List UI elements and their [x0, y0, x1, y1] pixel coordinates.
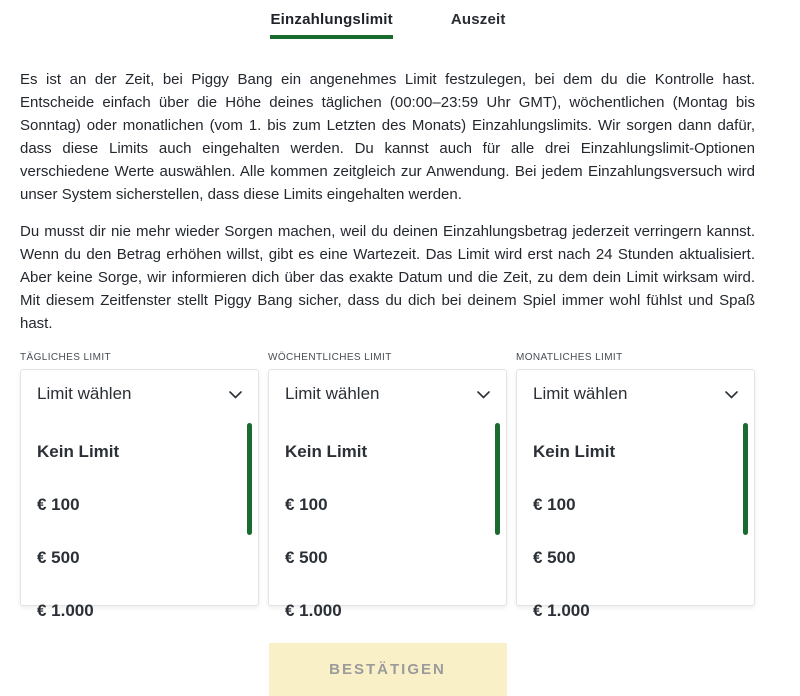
daily-limit-dropdown	[20, 369, 259, 620]
limit-option[interactable]: € 1.000	[533, 600, 590, 620]
intro-paragraph: Es ist an der Zeit, bei Piggy Bang ein angenehmes Limit festzulegen, bei dem du die Kontrolle hast. Entscheide einfach über die Höhe deines täglichen (00:00–23:59 Uhr GMT), wöchentlichen (Montag bis Sonntag) oder monatlichen (vom 1. bis zum Letzten des Monats) Einzahlungslimits. Wir sorgen dann dafür, dass diese Limits auch eingehalten werden. Du kannst auch für alle drei Einzahlungslimit-Optionen verschiedene Werte auswählen. Alle kommen zeitgleich zur Anwendung. Bei jedem Einzahlungsversuch wird unser System sicherstellen, dass diese Limits eingehalten werden.	[20, 71, 755, 203]
monthly-limit-dropdown	[516, 369, 755, 620]
limit-option[interactable]: € 1.000	[37, 600, 94, 620]
daily-limit-column	[20, 352, 259, 620]
monthly-limit-column	[516, 352, 755, 620]
limit-option[interactable]: Kein Limit	[533, 441, 616, 461]
chevron-down-icon	[725, 391, 738, 399]
limit-option[interactable]: € 500	[285, 547, 328, 567]
limit-option[interactable]: € 500	[533, 547, 576, 567]
tab-einzahlungslimit[interactable]: Einzahlungslimit	[270, 11, 392, 39]
content-area	[20, 68, 755, 696]
button-row	[20, 643, 755, 696]
limit-option[interactable]: Kein Limit	[285, 441, 368, 461]
limit-option[interactable]: € 1.000	[285, 600, 342, 620]
limit-option[interactable]: € 100	[37, 494, 80, 514]
daily-limit-label: TÄGLICHES LIMIT	[20, 352, 112, 363]
weekly-limit-label: WÖCHENTLICHES LIMIT	[268, 352, 392, 363]
tab-bar	[0, 0, 776, 39]
daily-limit-select[interactable]	[21, 370, 258, 417]
limit-option[interactable]: € 500	[37, 547, 80, 567]
monthly-limit-options	[517, 417, 754, 637]
limit-option[interactable]: Kein Limit	[37, 441, 120, 461]
weekly-limit-column	[268, 352, 507, 620]
weekly-limit-dropdown	[268, 369, 507, 620]
tab-auszeit[interactable]: Auszeit	[450, 11, 506, 28]
weekly-limit-select-value: Limit wählen	[285, 383, 380, 403]
monthly-limit-select-value: Limit wählen	[533, 383, 628, 403]
scrollbar[interactable]	[495, 423, 500, 535]
info-paragraph: Du musst dir nie mehr wieder Sorgen machen, weil du deinen Einzahlungsbetrag jederzeit verringern kannst. Wenn du den Betrag erhöhen willst, gibt es eine Wartezeit. Das Limit wird erst nach 24 Stunden aktualisiert. Aber keine Sorge, wir informieren dich über das exakte Datum und die Zeit, zu dem dein Limit wirksam wird. Mit diesem Zeitfenster stellt Piggy Bang sicher, dass du dich bei deinem Spiel immer wohl fühlst und Spaß hast.	[20, 223, 755, 332]
confirm-button[interactable]: BESTÄTIGEN	[269, 643, 507, 696]
monthly-limit-label: MONATLICHES LIMIT	[516, 352, 623, 363]
daily-limit-options	[21, 417, 258, 637]
scrollbar[interactable]	[247, 423, 252, 535]
limit-option[interactable]: € 100	[285, 494, 328, 514]
monthly-limit-select[interactable]	[517, 370, 754, 417]
scrollbar[interactable]	[743, 423, 748, 535]
weekly-limit-options	[269, 417, 506, 637]
limit-option[interactable]: € 100	[533, 494, 576, 514]
chevron-down-icon	[229, 391, 242, 399]
limit-columns	[20, 352, 755, 620]
chevron-down-icon	[477, 391, 490, 399]
daily-limit-select-value: Limit wählen	[37, 383, 132, 403]
weekly-limit-select[interactable]	[269, 370, 506, 417]
